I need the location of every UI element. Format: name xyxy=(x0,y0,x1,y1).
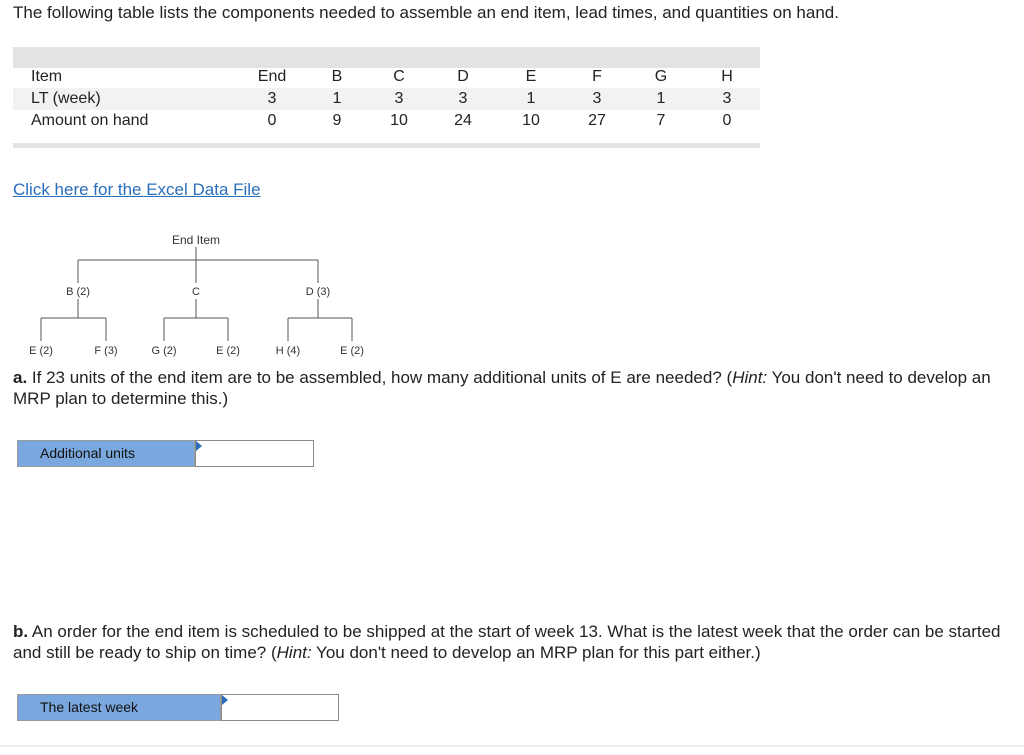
table-cell: 1 xyxy=(332,90,342,107)
table-cell: 9 xyxy=(332,112,342,129)
question-letter: a. xyxy=(13,368,28,387)
hint-label: Hint: xyxy=(276,643,312,662)
table-row-amount-on-hand xyxy=(13,110,760,132)
answer-row-a xyxy=(17,440,314,467)
question-text: If 23 units of the end item are to be assembled, how many additional units of E are needed? ( xyxy=(27,368,733,387)
table-cell: 0 xyxy=(267,112,277,129)
tree-node-e-under-c: E (2) xyxy=(216,345,240,357)
table-cell: 7 xyxy=(656,112,666,129)
answer-row-b xyxy=(17,694,339,721)
question-text: An order for the end item is scheduled to be shipped at the start of week 13. What is the latest week that the order can be started and still be ready to ship on time? ( xyxy=(13,622,1001,662)
additional-units-input[interactable] xyxy=(195,440,314,467)
answer-label-additional-units: Additional units xyxy=(17,440,195,467)
question-a xyxy=(13,367,1013,409)
question-letter: b. xyxy=(13,622,29,641)
latest-week-input[interactable] xyxy=(221,694,339,721)
product-structure-tree xyxy=(0,225,420,360)
components-table xyxy=(13,47,760,149)
intro-text: The following table lists the components needed to assemble an end item, lead times, and quantities on hand. xyxy=(13,3,839,22)
tree-node-d: D (3) xyxy=(305,286,331,298)
table-row-lead-time xyxy=(13,88,760,110)
question-b xyxy=(13,621,1013,663)
table-cell: 0 xyxy=(722,112,732,129)
table-cell: F xyxy=(592,68,602,85)
table-cell: 3 xyxy=(394,90,404,107)
table-cell: 1 xyxy=(526,90,536,107)
table-cell: 10 xyxy=(522,112,540,129)
table-cell: E xyxy=(525,68,537,85)
row-label: Item xyxy=(31,68,63,85)
table-cell: 10 xyxy=(390,112,408,129)
table-cell: 3 xyxy=(458,90,468,107)
table-cell: 3 xyxy=(592,90,602,107)
tree-node-g: G (2) xyxy=(151,345,177,357)
answer-input-wrapper xyxy=(221,694,339,721)
table-header-bar xyxy=(13,47,760,68)
table-cell: 3 xyxy=(267,90,277,107)
input-marker-icon xyxy=(196,441,202,451)
table-row-item xyxy=(13,66,760,88)
row-label: LT (week) xyxy=(31,90,101,107)
table-cell: B xyxy=(331,68,343,85)
tree-node-root: End Item xyxy=(171,233,221,247)
table-cell: 1 xyxy=(656,90,666,107)
tree-node-c: C xyxy=(192,286,200,298)
tree-node-e-under-b: E (2) xyxy=(29,345,53,357)
hint-text: You don't need to develop an MRP plan to determine this.) xyxy=(13,368,991,408)
table-cell: G xyxy=(654,68,668,85)
tree-node-f: F (3) xyxy=(94,345,118,357)
answer-input-wrapper xyxy=(195,440,314,467)
table-cell: H xyxy=(721,68,733,85)
table-cell: End xyxy=(257,68,287,85)
table-cell: 3 xyxy=(722,90,732,107)
tree-node-b: B (2) xyxy=(66,286,90,298)
answer-label-latest-week: The latest week xyxy=(17,694,221,721)
table-cell: C xyxy=(393,68,405,85)
table-footer-bar xyxy=(13,143,760,148)
footer-divider xyxy=(0,745,1024,747)
table-cell: 27 xyxy=(588,112,606,129)
excel-data-file-link[interactable]: Click here for the Excel Data File xyxy=(13,180,261,199)
table-cell: D xyxy=(457,68,469,85)
hint-label: Hint: xyxy=(732,368,768,387)
table-cell: 24 xyxy=(454,112,472,129)
input-marker-icon xyxy=(222,695,228,705)
row-label: Amount on hand xyxy=(31,112,149,129)
tree-node-h: H (4) xyxy=(275,345,301,357)
tree-node-e-under-d: E (2) xyxy=(340,345,364,357)
hint-text: You don't need to develop an MRP plan for this part either.) xyxy=(311,643,761,662)
